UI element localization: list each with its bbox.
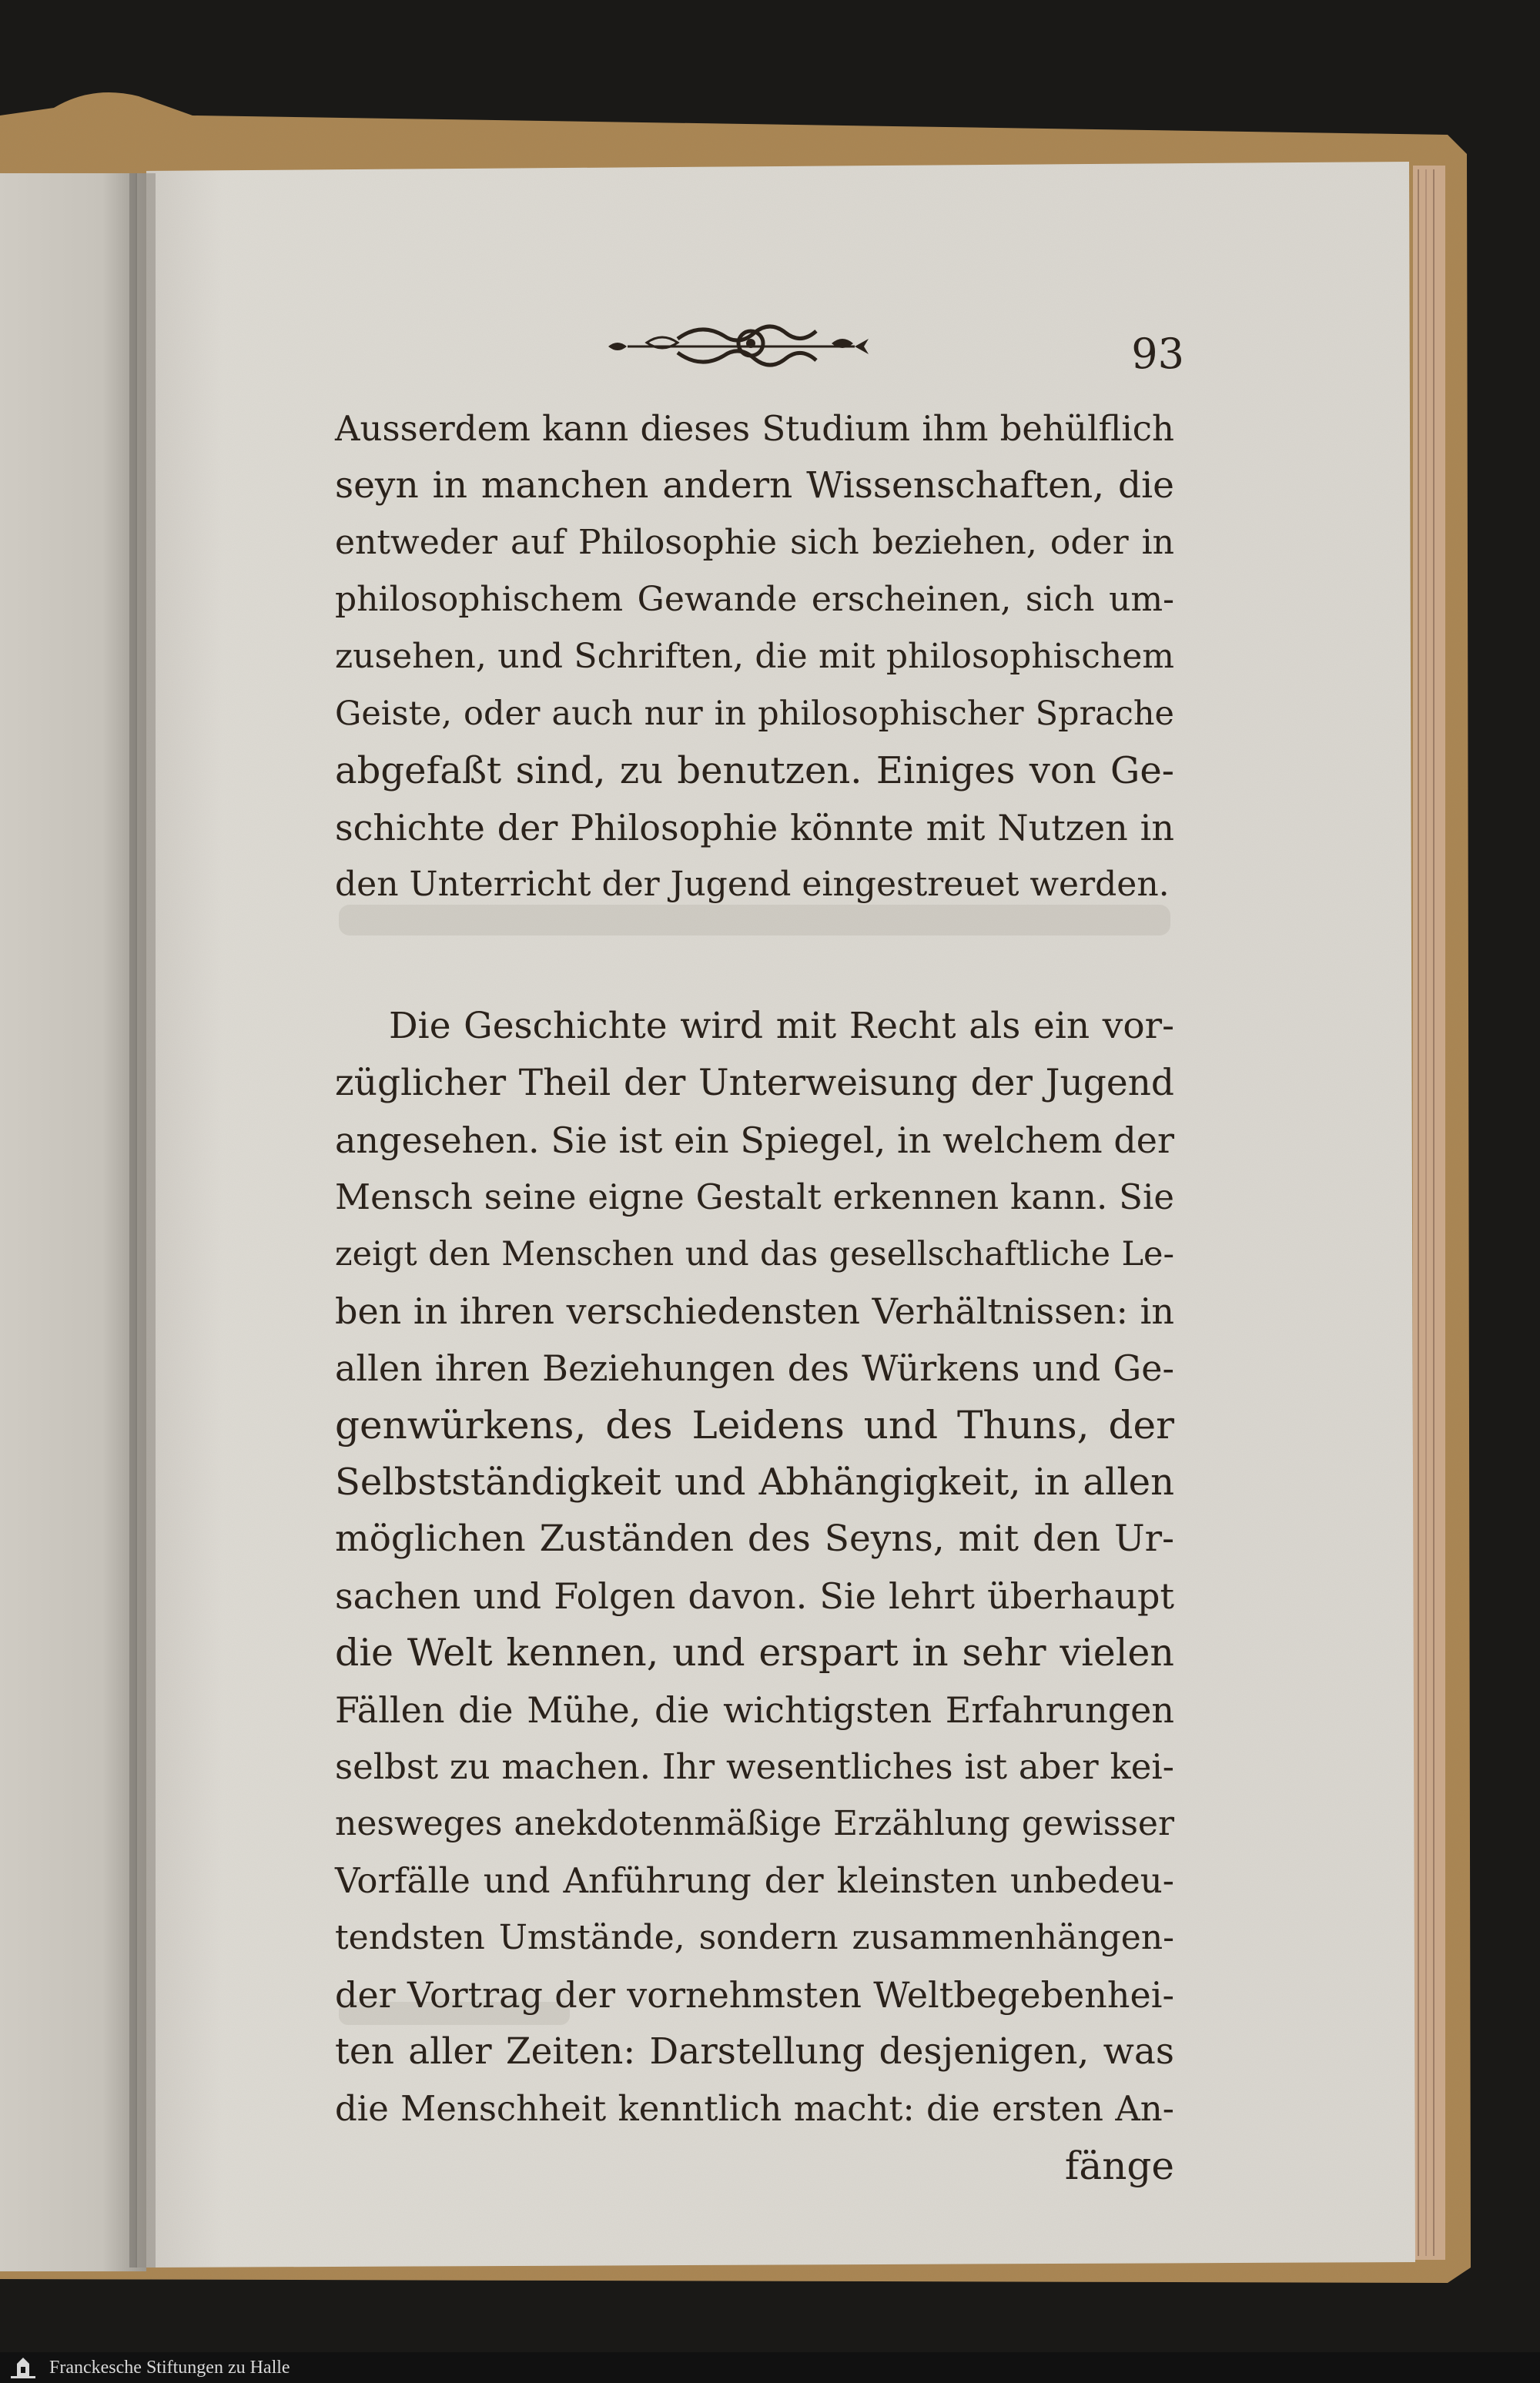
paragraph-1 [335, 400, 1174, 913]
text-line: züglicher Theil der Unterweisung der Jugend [335, 1062, 1174, 1104]
text-line: seyn in manchen andern Wissenschaften, die [335, 464, 1174, 507]
catchword: fänge [1064, 2144, 1174, 2188]
text-line: ten aller Zeiten: Darstellung desjenigen, was [335, 2030, 1174, 2073]
text-line: philosophischem Gewande erscheinen, sich um- [335, 580, 1174, 619]
text-line: zeigt den Menschen und das gesellschaftliche Le- [335, 1235, 1174, 1273]
text-line: Geiste, oder auch nur in philosophischer Sprache [335, 694, 1174, 733]
text-line: Mensch seine eigne Gestalt erkennen kann. Sie [335, 1176, 1174, 1217]
text-line: entweder auf Philosophie sich beziehen, oder in [335, 523, 1174, 562]
text-line: Die Geschichte wird mit Recht als ein vor- [389, 1005, 1174, 1047]
text-line: abgefaßt sind, zu benutzen. Einiges von Ge- [335, 749, 1174, 792]
text-line: ben in ihren verschiedensten Verhältnissen: in [335, 1290, 1174, 1332]
text-line: die Welt kennen, und erspart in sehr vielen [335, 1631, 1174, 1675]
text-line: Ausserdem kann dieses Studium ihm behülflich [335, 408, 1174, 449]
text-line: selbst zu machen. Ihr wesentliches ist aber kei- [335, 1746, 1174, 1787]
text-line: nesweges anekdotenmäßige Erzählung gewisser [335, 1804, 1174, 1843]
text-line: angesehen. Sie ist ein Spiegel, in welchem der [335, 1120, 1174, 1161]
text-line: sachen und Folgen davon. Sie lehrt überhaupt [335, 1575, 1174, 1617]
text-line: Selbstständigkeit und Abhängigkeit, in allen [335, 1461, 1174, 1504]
page-body [335, 400, 1174, 2194]
text-line: der Vortrag der vornehmsten Weltbegebenhei- [335, 1974, 1174, 2016]
text-line: die Menschheit kenntlich macht: die ersten An- [335, 2088, 1174, 2129]
text-line: allen ihren Beziehungen des Würkens und Ge- [335, 1347, 1174, 1389]
text-line: schichte der Philosophie könnte mit Nutzen in [335, 807, 1174, 848]
text-line: möglichen Zuständen des Seyns, mit den Ur- [335, 1518, 1174, 1560]
text-line: Fällen die Mühe, die wichtigsten Erfahrungen [335, 1689, 1174, 1731]
text-line: tendsten Umstände, sondern zusammenhängen- [335, 1918, 1174, 1957]
text-line: Vorfälle und Anführung der kleinsten unbedeu- [335, 1860, 1174, 1901]
text-line: zusehen, und Schriften, die mit philosophischem [335, 637, 1174, 676]
text-line: den Unterricht der Jugend eingestreuet werden. [335, 865, 1170, 904]
left-page [0, 173, 146, 2271]
footer-credit: Franckesche Stiftungen zu Halle [49, 2358, 290, 2378]
page-number: 93 [1131, 330, 1184, 378]
text-line: genwürkens, des Leidens und Thuns, der [335, 1403, 1174, 1448]
paragraph-2 [335, 998, 1174, 2137]
